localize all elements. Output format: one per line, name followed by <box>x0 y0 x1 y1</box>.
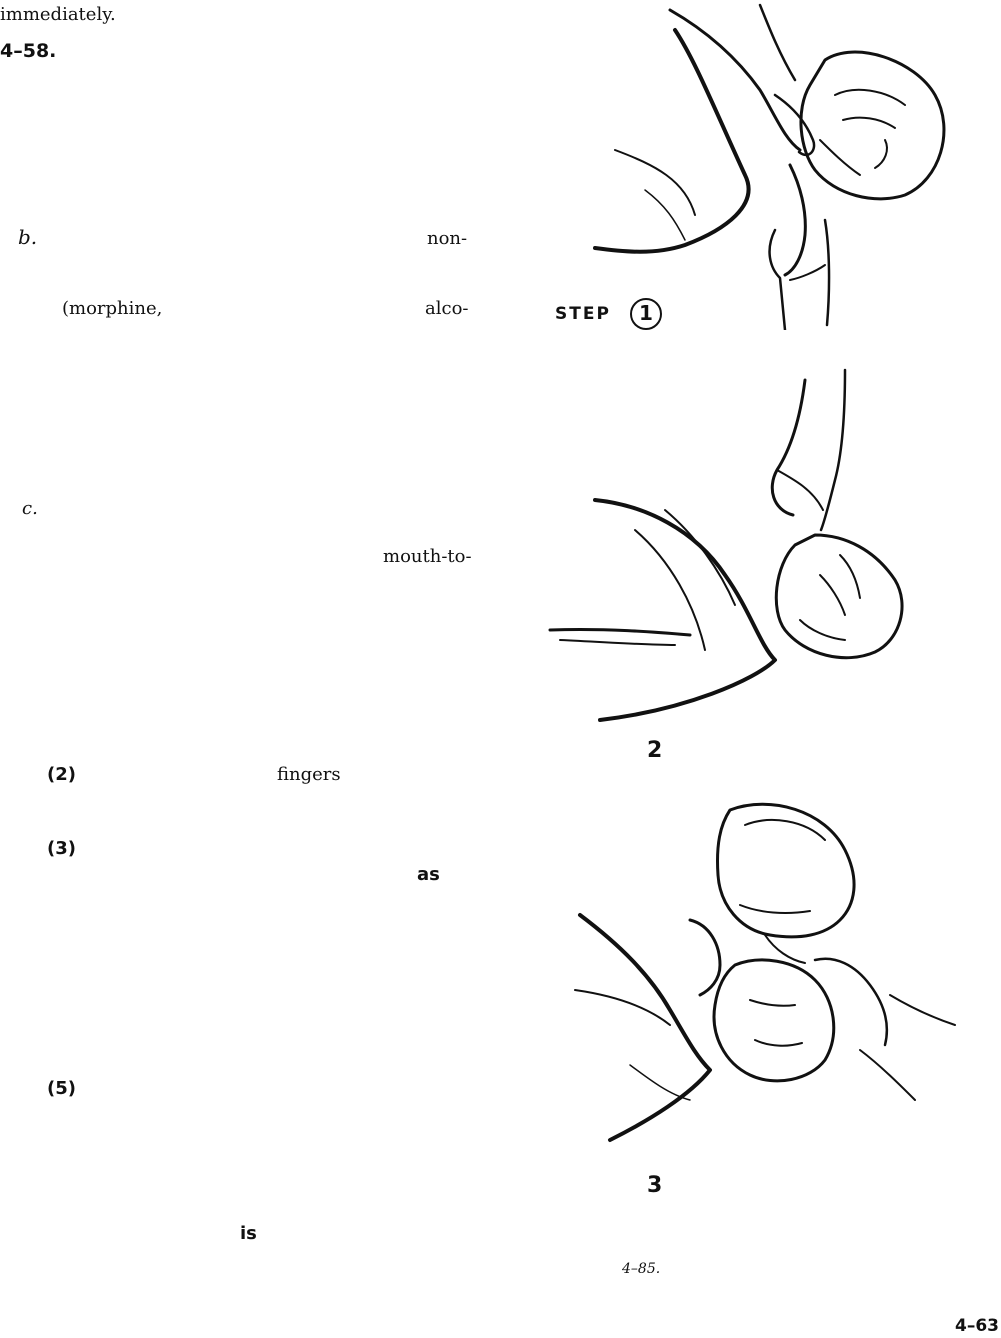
step-2-number: 2 <box>647 738 663 763</box>
text-alco: alco- <box>425 298 469 319</box>
text-as: as <box>417 864 440 885</box>
page-number: 4–63 <box>955 1316 999 1336</box>
text-immediately: immediately. <box>0 4 116 25</box>
step-2-drawing <box>545 360 925 730</box>
step-3-number: 3 <box>647 1173 663 1198</box>
illustration-step-1 <box>555 0 965 330</box>
section-number: 4–58. <box>0 40 57 62</box>
step-3-number: (3) <box>47 838 76 859</box>
step-1-circle <box>630 298 662 330</box>
text-morphine: (morphine, <box>62 298 163 319</box>
step-3-drawing <box>570 795 960 1155</box>
illustration-step-3 <box>570 795 960 1198</box>
text-fingers: fingers <box>277 764 341 785</box>
item-c-label: c. <box>22 498 38 519</box>
illustration-step-2 <box>545 360 925 763</box>
step-1-drawing <box>585 0 965 330</box>
text-non: non- <box>427 228 468 249</box>
text-mouth-to: mouth-to- <box>383 546 472 567</box>
step-1-number: 1 <box>639 301 653 325</box>
text-is: is <box>240 1223 257 1244</box>
step-2-number: (2) <box>47 764 76 785</box>
item-b-label: b. <box>18 225 38 249</box>
figure-caption: 4–85. <box>622 1261 661 1277</box>
step-label: STEP <box>555 304 611 324</box>
step-5-number: (5) <box>47 1078 76 1099</box>
